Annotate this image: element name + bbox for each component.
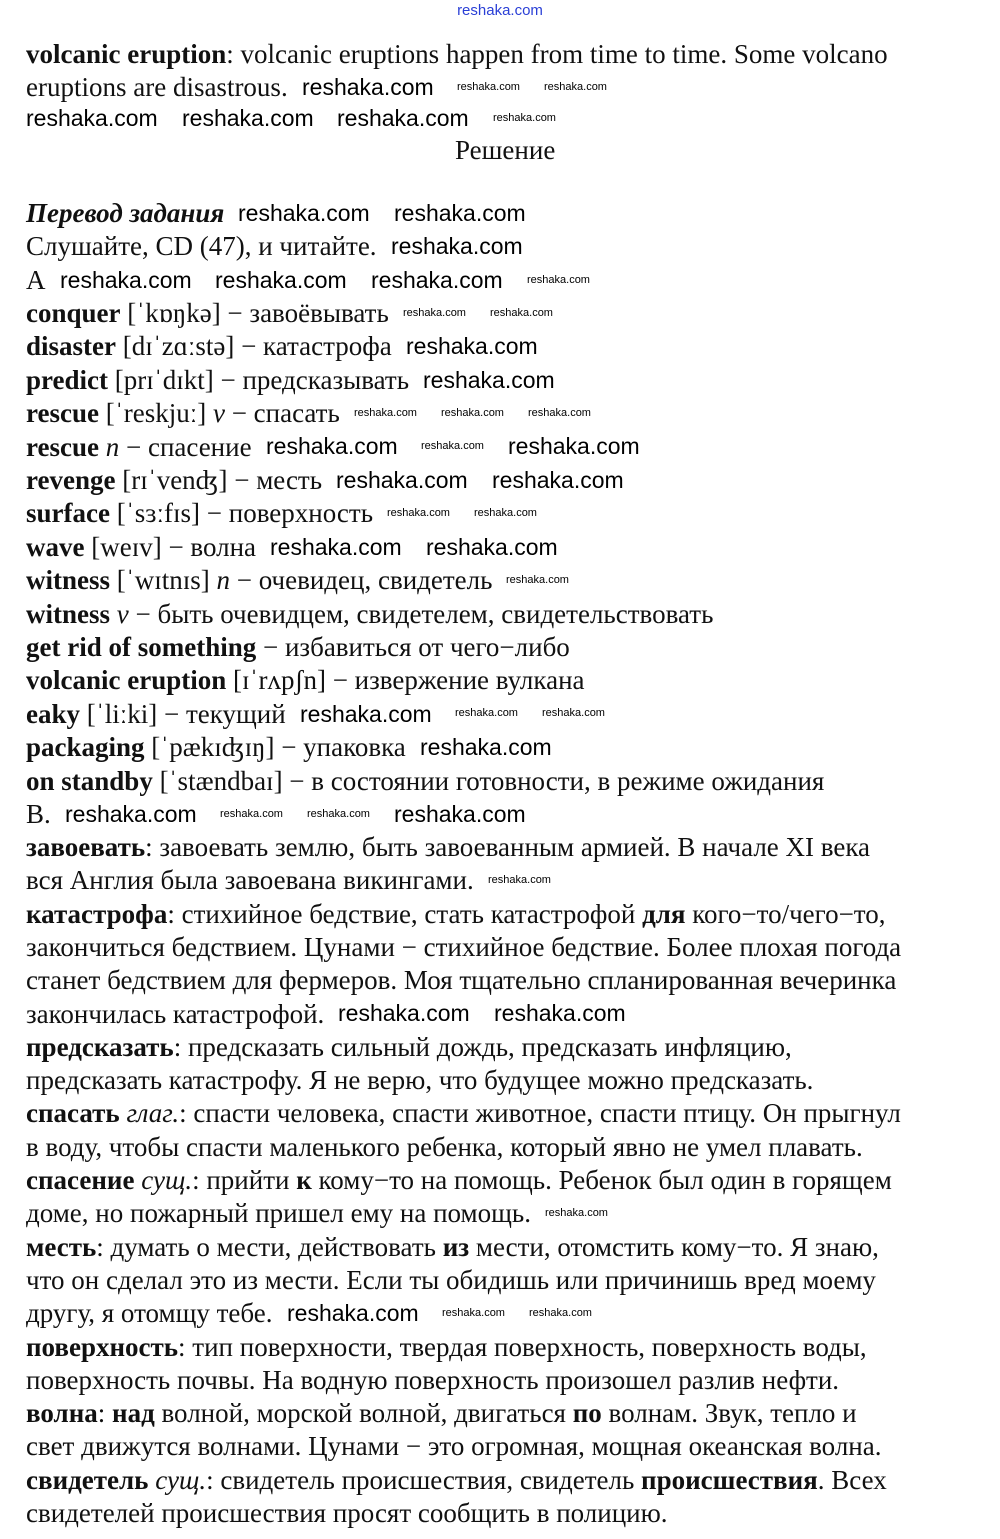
text-segment: [ɪˈrʌpʃn] − извержение вулкана xyxy=(226,665,585,696)
text-segment: сущ. xyxy=(155,1464,207,1495)
text-segment: [weɪv] − волна xyxy=(84,531,257,562)
text-segment xyxy=(110,599,117,629)
watermark: reshaka.com xyxy=(238,200,370,226)
watermark: reshaka.com xyxy=(492,467,624,493)
term: surface xyxy=(26,498,110,529)
text-segment: Слушайте, CD (47), и читайте. xyxy=(26,231,377,261)
section-heading xyxy=(26,197,224,229)
watermark[interactable]: reshaka.com xyxy=(457,2,543,19)
text-line xyxy=(26,1097,901,1129)
text-segment: : думать о мести, действовать xyxy=(96,1231,443,1262)
text-segment: : прийти xyxy=(192,1165,297,1195)
text-line xyxy=(26,1197,531,1229)
text-line xyxy=(26,397,340,429)
text-segment: доме, но пожарный пришел ему на помощь. xyxy=(26,1198,531,1229)
text-line xyxy=(26,631,570,663)
text-segment: кому−то на помощь. Ребенок был один в горящем xyxy=(311,1165,892,1195)
text-line xyxy=(26,998,324,1030)
watermark: reshaka.com xyxy=(354,407,417,419)
watermark: reshaka.com xyxy=(529,1307,592,1319)
watermark: reshaka.com xyxy=(371,267,503,293)
text-segment: [dɪˈzɑːstə] − катастрофа xyxy=(116,331,392,362)
watermark: reshaka.com xyxy=(508,433,640,459)
text-segment: [ˈsɜːfɪs] − поверхность xyxy=(109,498,374,529)
text-line xyxy=(26,330,392,362)
term: спасение xyxy=(26,1165,135,1195)
text-line xyxy=(26,1164,892,1196)
term: packaging xyxy=(26,732,145,763)
text-line xyxy=(26,731,406,763)
watermark: reshaka.com xyxy=(302,74,434,100)
text-segment: закончилась катастрофой. xyxy=(26,998,325,1029)
text-segment: в воду, чтобы спасти маленького ребенка, который явно не умел плавать. xyxy=(26,1131,863,1162)
text-line xyxy=(26,1430,881,1462)
term: wave xyxy=(26,531,85,562)
text-line xyxy=(26,1297,273,1329)
text-segment: сущ. xyxy=(141,1165,193,1195)
watermark: reshaka.com xyxy=(220,808,283,820)
term: по xyxy=(572,1398,602,1429)
text-segment: другу, я отомщу тебе. xyxy=(26,1298,273,1329)
text-segment: [ˈliːki] − текущий xyxy=(80,698,286,729)
text-line xyxy=(26,1264,876,1296)
text-line xyxy=(26,1464,887,1496)
term: Перевод задания xyxy=(26,198,225,228)
text-line xyxy=(26,1231,879,1263)
watermark: reshaka.com xyxy=(394,200,526,226)
watermark: reshaka.com xyxy=(527,274,590,286)
text-line xyxy=(26,264,46,296)
watermark: reshaka.com xyxy=(528,407,591,419)
text-line xyxy=(26,71,288,103)
term: predict xyxy=(26,364,108,395)
watermark: reshaka.com xyxy=(337,105,469,131)
text-segment: eruptions are disastrous. xyxy=(26,72,288,102)
watermark: reshaka.com xyxy=(215,267,347,293)
watermark: reshaka.com xyxy=(494,1000,626,1026)
watermark: reshaka.com xyxy=(426,534,558,560)
text-segment: . Всех xyxy=(817,1464,887,1495)
text-segment: A xyxy=(26,265,46,295)
term: rescue xyxy=(26,398,99,429)
term: volcanic eruption xyxy=(26,39,227,69)
text-segment: : свидетель происшествия, свидетель xyxy=(206,1464,642,1495)
watermark: reshaka.com xyxy=(423,367,555,393)
text-segment: закончиться бедствием. Цунами − стихийное бедствие. Более плохая погода xyxy=(26,931,902,962)
term: disaster xyxy=(26,331,116,362)
text-segment: станет бедствием для фермеров. Моя тщательно спланированная вечеринка xyxy=(26,965,897,996)
term: к xyxy=(296,1165,312,1195)
text-segment: свет движутся волнами. Цунами − это огромная, мощная океанская волна. xyxy=(26,1431,882,1462)
text-segment: − спасать xyxy=(224,398,340,429)
text-segment: поверхность почвы. На водную поверхность произошел разлив нефти. xyxy=(26,1364,840,1395)
watermark: reshaka.com xyxy=(287,1300,419,1326)
watermark: reshaka.com xyxy=(455,707,518,719)
term: из xyxy=(442,1231,470,1262)
term: волна xyxy=(26,1398,98,1429)
text-segment: кого−то/чего−то, xyxy=(685,898,886,929)
term: месть xyxy=(26,1231,97,1262)
text-segment: : предсказать сильный дождь, предсказать инфляцию, xyxy=(173,1031,792,1062)
watermark: reshaka.com xyxy=(457,81,520,93)
watermark: reshaka.com xyxy=(387,507,450,519)
text-line xyxy=(26,297,389,329)
text-segment: Решение xyxy=(455,135,556,165)
text-segment: [ˈstændbaɪ] − в состоянии готовности, в режиме ожидания xyxy=(152,765,825,796)
text-segment: : volcanic eruptions happen from time to time. Some volcano xyxy=(226,39,888,69)
text-line xyxy=(26,1364,839,1396)
text-segment: вся Англия была завоевана викингами. xyxy=(26,865,474,896)
term: завоевать xyxy=(26,832,146,862)
watermark: reshaka.com xyxy=(300,701,432,727)
watermark: reshaka.com xyxy=(26,105,158,131)
text-line xyxy=(26,564,492,596)
text-segment: n xyxy=(216,565,230,596)
watermark: reshaka.com xyxy=(60,267,192,293)
text-segment: : xyxy=(97,1398,113,1429)
text-line xyxy=(26,1031,792,1063)
text-segment: [ˈpækɪʤɪŋ] − упаковка xyxy=(144,732,406,763)
text-line xyxy=(26,464,322,496)
text-segment: волнам. Звук, тепло и xyxy=(601,1398,857,1429)
text-line xyxy=(26,898,886,930)
term: спасать xyxy=(26,1098,120,1129)
text-line xyxy=(26,698,286,730)
watermark: reshaka.com xyxy=(474,507,537,519)
text-segment: B. xyxy=(26,799,51,829)
text-segment: предсказать катастрофу. Я не верю, что будущее можно предсказать. xyxy=(26,1065,814,1096)
watermark: reshaka.com xyxy=(545,1207,608,1219)
text-line xyxy=(26,798,51,830)
watermark: reshaka.com xyxy=(490,307,553,319)
term: происшествия xyxy=(641,1464,818,1495)
term: conquer xyxy=(26,298,121,328)
text-segment: что он сделал это из мести. Если ты обидишь или причинишь вред моему xyxy=(26,1264,876,1295)
term: witness xyxy=(26,565,111,596)
watermark: reshaka.com xyxy=(506,574,569,586)
watermark: reshaka.com xyxy=(270,534,402,560)
text-segment: [ˈreskjuː] xyxy=(98,398,213,429)
text-line xyxy=(26,531,256,563)
term: для xyxy=(642,898,686,929)
text-segment: n xyxy=(105,431,120,462)
text-line xyxy=(26,664,585,696)
watermark: reshaka.com xyxy=(421,440,484,452)
term: предсказать xyxy=(26,1031,174,1062)
text-segment: мести, отомстить кому−то. Я знаю, xyxy=(469,1231,879,1262)
text-line xyxy=(26,765,824,797)
term: volcanic eruption xyxy=(26,665,227,696)
text-segment: : спасти человека, спасти животное, спасти птицу. Он прыгнул xyxy=(179,1098,901,1129)
text-line xyxy=(26,431,252,463)
watermark: reshaka.com xyxy=(420,734,552,760)
text-segment: свидетелей происшествия просят сообщить в полицию. xyxy=(26,1498,668,1528)
watermark: reshaka.com xyxy=(338,1000,470,1026)
term: get rid of something xyxy=(26,632,257,662)
text-line xyxy=(26,1397,857,1429)
text-line xyxy=(26,364,409,396)
text-line xyxy=(26,497,373,529)
text-line xyxy=(26,864,474,896)
text-segment: − спасение xyxy=(119,431,252,462)
text-segment: − быть очевидцем, свидетелем, свидетельствовать xyxy=(128,598,714,629)
text-segment: : стихийное бедствие, стать катастрофой xyxy=(167,898,643,929)
text-line xyxy=(26,1131,863,1163)
text-line xyxy=(26,230,377,262)
term: witness xyxy=(26,598,111,629)
term: rescue xyxy=(26,431,99,462)
watermark: reshaka.com xyxy=(391,233,523,259)
watermark: reshaka.com xyxy=(266,433,398,459)
watermark: reshaka.com xyxy=(65,801,197,827)
text-segment: : тип поверхности, твердая поверхность, поверхность воды, xyxy=(178,1331,867,1362)
text-line xyxy=(26,964,896,996)
text-segment: − очевидец, свидетель xyxy=(230,565,493,596)
term: on standby xyxy=(26,765,153,796)
text-segment: : завоевать землю, быть завоеванным армией. В начале XI века xyxy=(145,832,871,862)
text-segment: [rɪˈvenʤ] − месть xyxy=(115,465,323,495)
term: катастрофа xyxy=(26,898,168,929)
term: поверхность xyxy=(26,1331,179,1362)
text-segment: [prɪˈdɪkt] − предсказывать xyxy=(108,364,410,395)
term: над xyxy=(112,1398,155,1429)
text-line xyxy=(26,931,901,963)
text-line xyxy=(26,38,888,70)
watermark: reshaka.com xyxy=(406,333,538,359)
text-line xyxy=(26,1064,813,1096)
watermark: reshaka.com xyxy=(336,467,468,493)
watermark: reshaka.com xyxy=(488,874,551,886)
watermark: reshaka.com xyxy=(307,808,370,820)
text-line xyxy=(26,598,713,630)
text-segment: v xyxy=(116,598,129,629)
text-segment: глаг. xyxy=(126,1098,180,1129)
text-segment: − избавиться от чего−либо xyxy=(256,632,570,662)
watermark: reshaka.com xyxy=(394,801,526,827)
text-segment: волной, морской волной, двигаться xyxy=(154,1398,573,1429)
section-title xyxy=(455,134,555,166)
watermark: reshaka.com xyxy=(182,105,314,131)
text-segment xyxy=(99,432,106,462)
watermark: reshaka.com xyxy=(542,707,605,719)
text-segment: v xyxy=(212,398,225,429)
text-line xyxy=(26,1497,668,1529)
term: revenge xyxy=(26,465,116,495)
text-line xyxy=(26,831,870,863)
term: свидетель xyxy=(26,1464,149,1495)
watermark: reshaka.com xyxy=(441,407,504,419)
watermark: reshaka.com xyxy=(493,112,556,124)
watermark: reshaka.com xyxy=(442,1307,505,1319)
text-line xyxy=(26,1331,867,1363)
text-segment: [ˈwɪtnɪs] xyxy=(110,565,217,596)
term: eaky xyxy=(26,698,80,729)
text-segment: [ˈkɒŋkə] − завоёвывать xyxy=(120,298,389,328)
watermark: reshaka.com xyxy=(544,81,607,93)
watermark: reshaka.com xyxy=(403,307,466,319)
